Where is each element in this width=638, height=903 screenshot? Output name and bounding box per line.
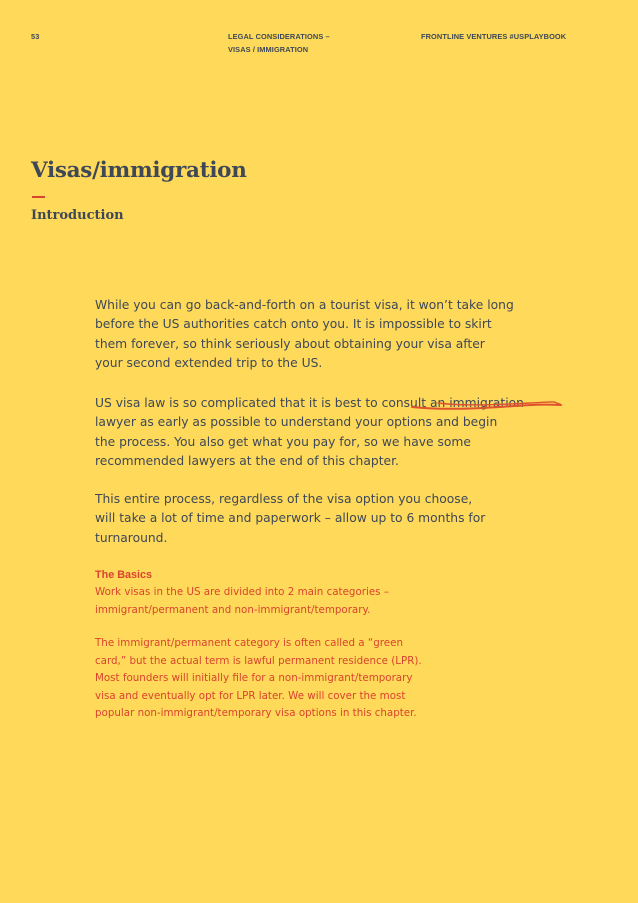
basics-paragraph bbox=[95, 584, 389, 619]
paragraph-line: before the US authorities catch onto you. It is impossible to skirt bbox=[95, 317, 492, 332]
title-accent-rule bbox=[32, 196, 45, 198]
page-title: Visas/immigration bbox=[31, 158, 247, 183]
paragraph-line: The immigrant/permanent category is often called a “green bbox=[95, 637, 403, 649]
section-header bbox=[228, 30, 330, 56]
body-paragraph bbox=[95, 490, 565, 548]
paragraph-line: While you can go back-and-forth on a tourist visa, it won’t take long bbox=[95, 298, 514, 312]
paragraph-line: will take a lot of time and paperwork – allow up to 6 months for bbox=[95, 511, 486, 526]
paragraph-line: your second extended trip to the US. bbox=[95, 356, 323, 371]
brand-header: FRONTLINE VENTURES #USPLAYBOOK bbox=[421, 32, 567, 41]
paragraph-line: the process. You also get what you pay for, so we have some bbox=[95, 434, 471, 449]
handwritten-underline-mark bbox=[410, 398, 565, 412]
paragraph-line: turnaround. bbox=[95, 530, 168, 545]
paragraph-line: visa and eventually opt for LPR later. We will cover the most bbox=[95, 689, 406, 702]
body-paragraph bbox=[95, 296, 565, 374]
section-header-line: VISAS / IMMIGRATION bbox=[228, 45, 309, 54]
page-number: 53 bbox=[31, 32, 40, 41]
paragraph-line: lawyer as early as possible to understand your options and begin bbox=[95, 415, 498, 430]
paragraph-line: popular non-immigrant/temporary visa options in this chapter. bbox=[95, 707, 417, 720]
paragraph-line: immigrant/permanent and non-immigrant/temporary. bbox=[95, 603, 371, 616]
paragraph-line: recommended lawyers at the end of this chapter. bbox=[95, 454, 399, 469]
paragraph-line: US visa law is so complicated that it is best to consult an immigration bbox=[95, 396, 524, 410]
section-header-line: LEGAL CONSIDERATIONS – bbox=[228, 32, 330, 41]
paragraph-line: This entire process, regardless of the visa option you choose, bbox=[95, 492, 473, 506]
page-subtitle: Introduction bbox=[31, 208, 124, 223]
paragraph-line: them forever, so think seriously about obtaining your visa after bbox=[95, 336, 485, 351]
paragraph-line: Work visas in the US are divided into 2 main categories – bbox=[95, 586, 389, 598]
paragraph-line: Most founders will initially file for a non-immigrant/temporary bbox=[95, 672, 413, 685]
paragraph-line: card,” but the actual term is lawful permanent residence (LPR). bbox=[95, 654, 422, 667]
basics-heading: The Basics bbox=[95, 569, 153, 581]
basics-paragraph bbox=[95, 635, 422, 723]
